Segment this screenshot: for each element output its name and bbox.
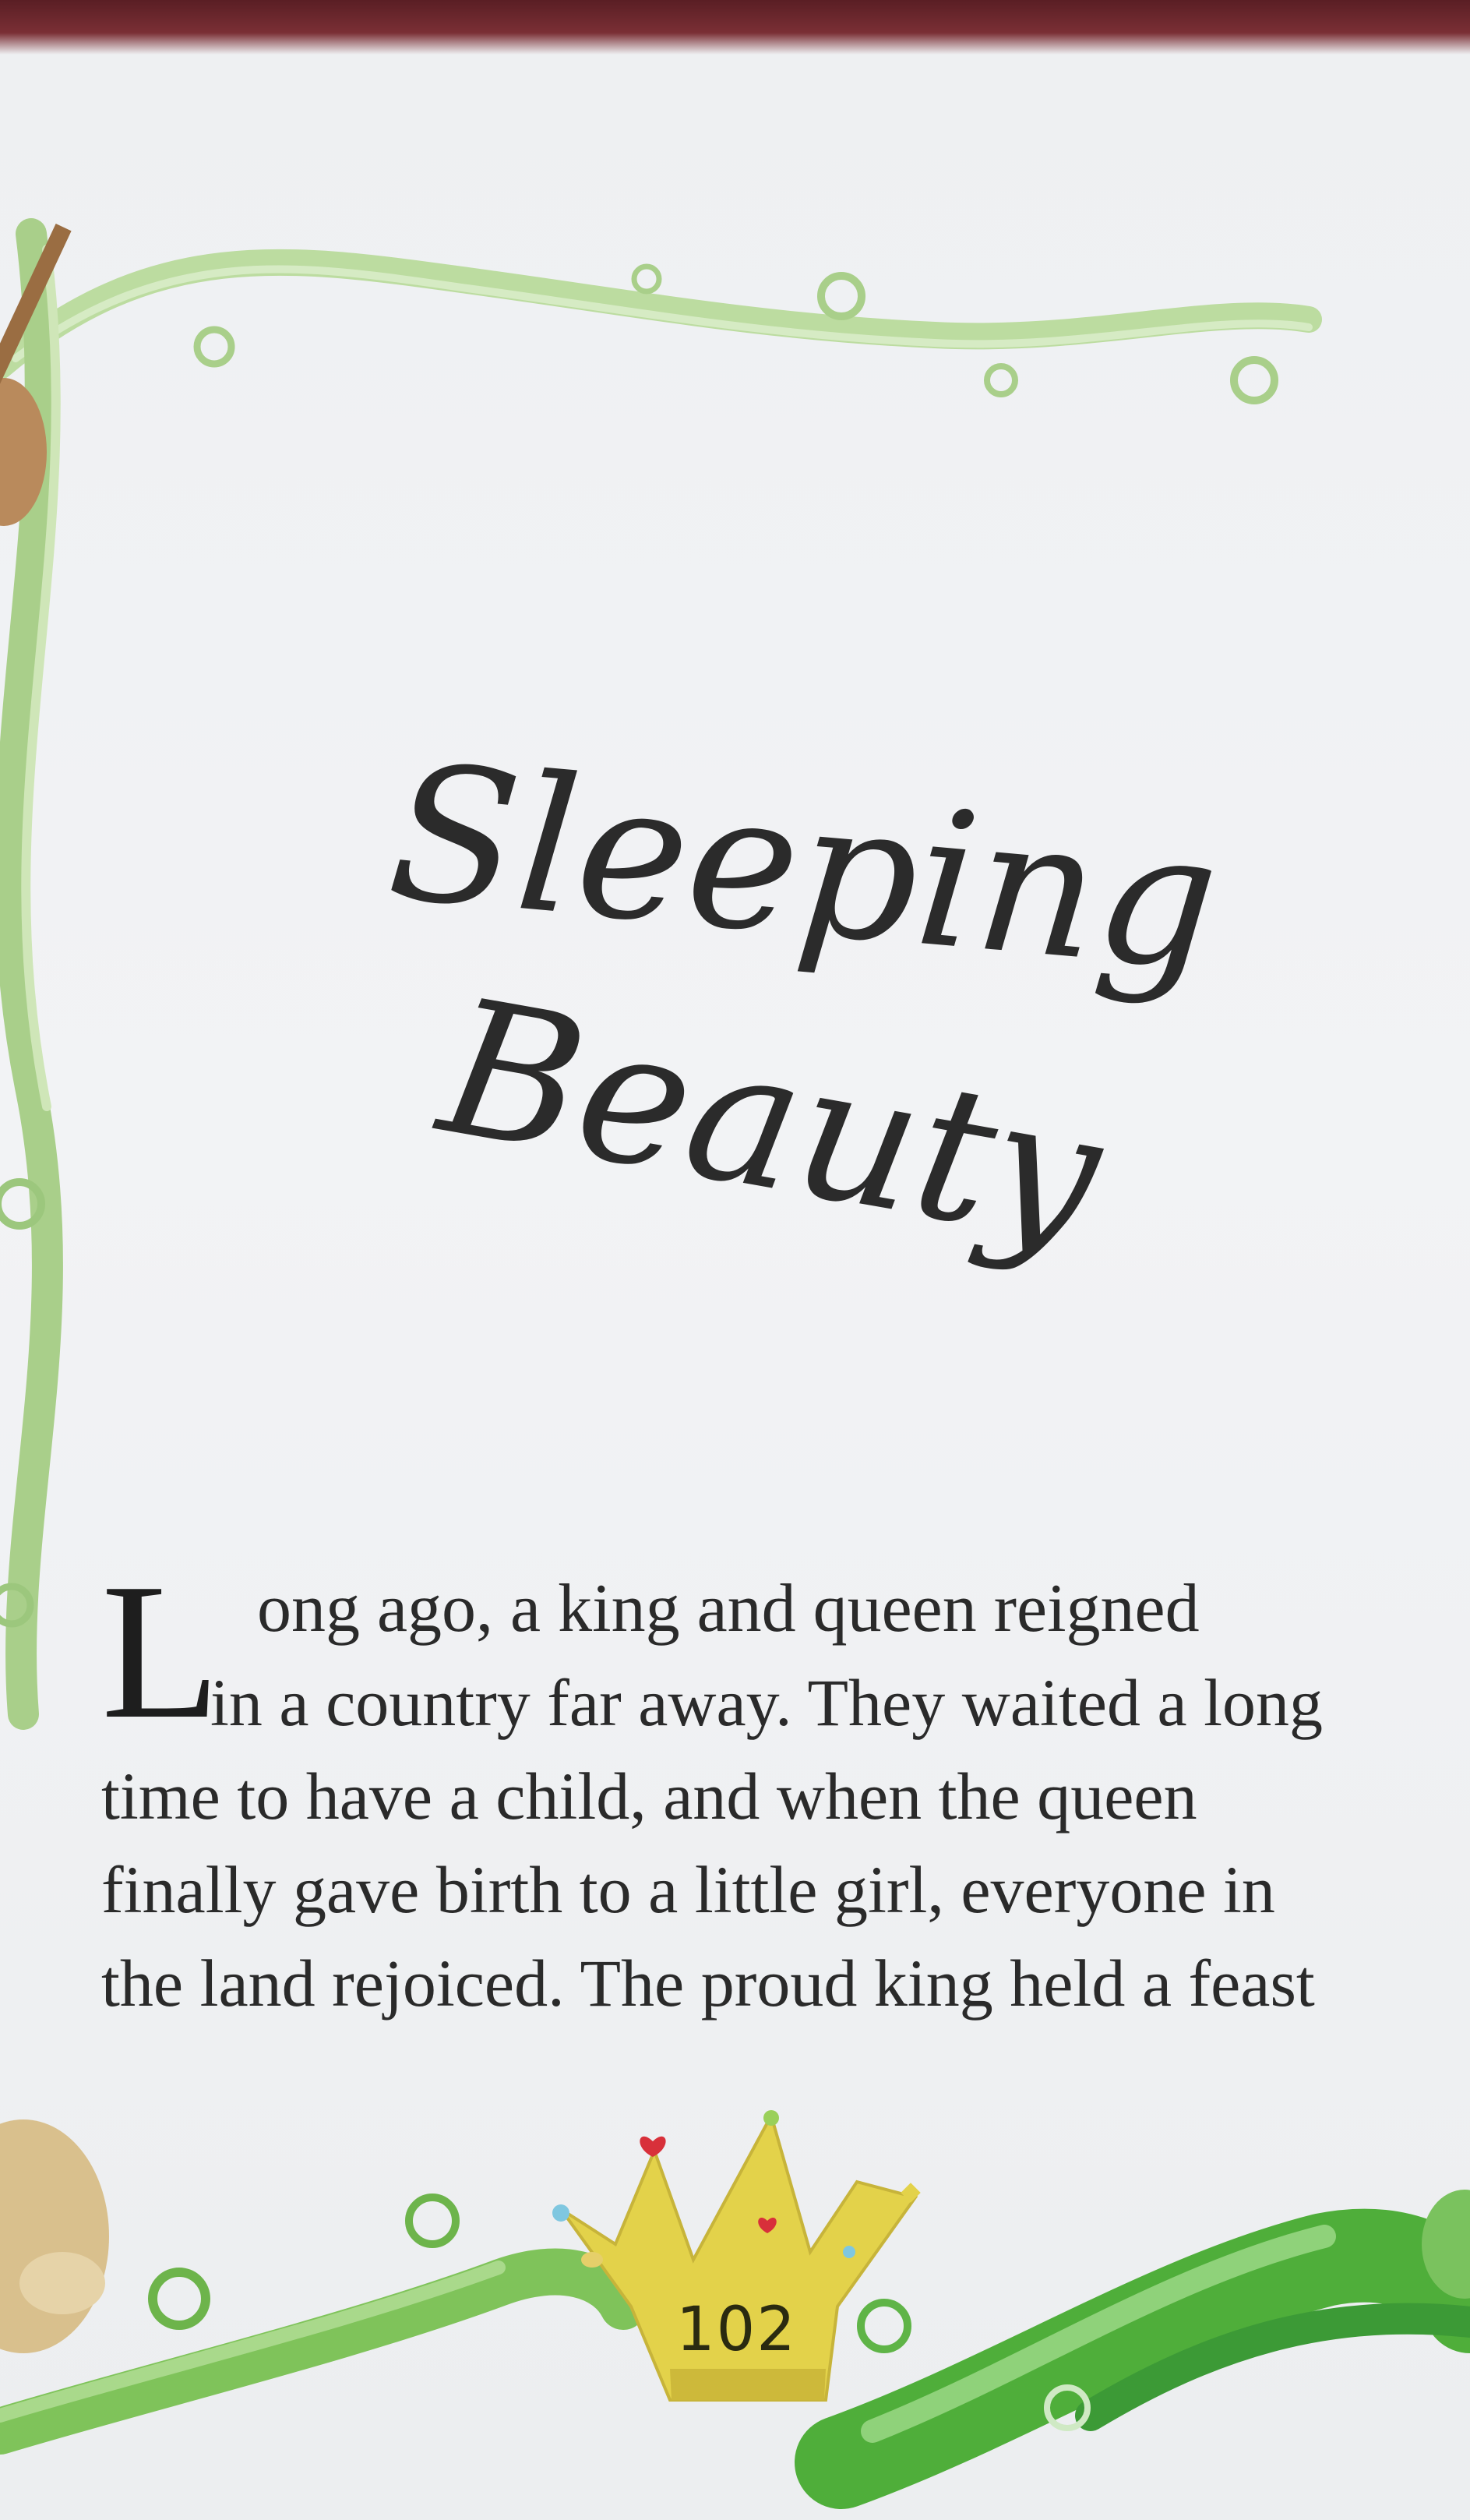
story-line-1: ong ago, a king and queen reigned xyxy=(257,1571,1200,1646)
top-vine-inner xyxy=(16,270,1309,358)
dog-illustration xyxy=(0,2119,109,2353)
page-number: 102 xyxy=(676,2295,797,2365)
story-line-2: in a country far away. They waited a long xyxy=(210,1665,1324,1740)
drop-cap-letter: L xyxy=(101,1544,220,1759)
story-text xyxy=(101,1544,1379,2030)
story-line-4: finally gave birth to a little girl, everyone in xyxy=(101,1852,1275,1927)
story-line-5: the land rejoiced. The proud king held a feast xyxy=(101,1946,1315,2021)
story-title-line2: Beauty xyxy=(427,957,1116,1287)
story-line-3: time to have a child, and when the queen xyxy=(101,1759,1197,1834)
story-title-line1: Sleeping xyxy=(381,722,1226,1013)
